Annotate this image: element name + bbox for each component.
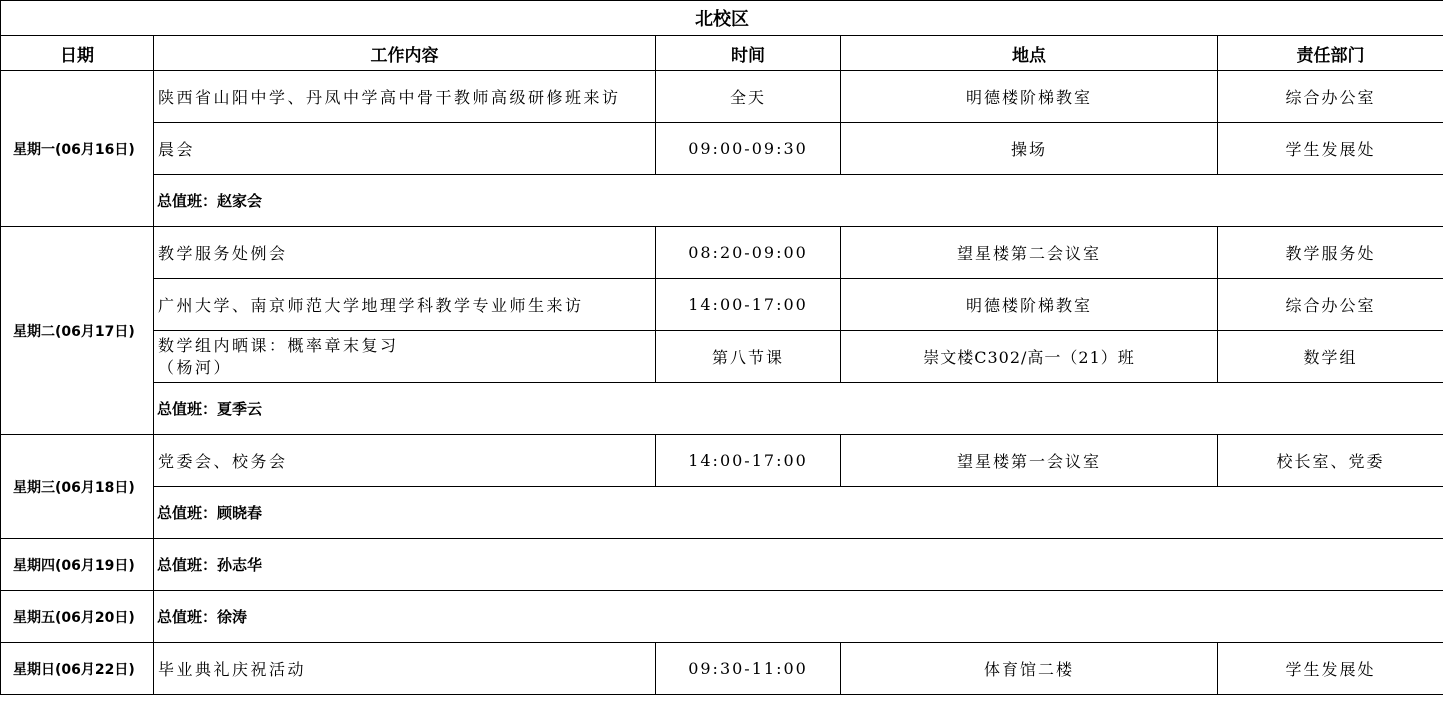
title-row [1, 1, 1443, 36]
header-date: 日期 [1, 36, 154, 71]
work-place: 崇文楼C302/高一（21）班 [841, 331, 1218, 383]
duty-name: 孙志华 [217, 556, 263, 574]
work-time: 09:00-09:30 [656, 123, 841, 175]
table-row [1, 331, 1443, 383]
day-label: 星期一(06月16日) [1, 71, 154, 227]
duty-name: 赵家会 [217, 192, 263, 210]
campus-title: 北校区 [1, 1, 1443, 36]
duty-row [1, 487, 1443, 539]
day-label: 星期五(06月20日) [1, 591, 154, 643]
work-content: 晨会 [154, 123, 656, 175]
work-content: 陕西省山阳中学、丹凤中学高中骨干教师高级研修班来访 [154, 71, 656, 123]
day-label: 星期三(06月18日) [1, 435, 154, 539]
duty-prefix: 总值班： [157, 400, 218, 418]
work-content: 教学服务处例会 [154, 227, 656, 279]
work-dept: 学生发展处 [1218, 123, 1443, 175]
duty-officer [154, 175, 1443, 227]
work-place: 体育馆二楼 [841, 643, 1218, 695]
work-content-line: 数学组内晒课：概率章末复习 [158, 335, 399, 355]
duty-officer [154, 383, 1443, 435]
duty-officer [154, 591, 1443, 643]
duty-officer [154, 539, 1443, 591]
header-dept: 责任部门 [1218, 36, 1443, 71]
work-content [154, 331, 656, 383]
work-content: 毕业典礼庆祝活动 [154, 643, 656, 695]
duty-officer [154, 487, 1443, 539]
table-row [1, 279, 1443, 331]
work-place: 操场 [841, 123, 1218, 175]
duty-row [1, 539, 1443, 591]
work-time: 14:00-17:00 [656, 279, 841, 331]
duty-name: 徐涛 [217, 608, 248, 626]
work-time: 09:30-11:00 [656, 643, 841, 695]
header-content: 工作内容 [154, 36, 656, 71]
work-dept: 学生发展处 [1218, 643, 1443, 695]
work-place: 明德楼阶梯教室 [841, 279, 1218, 331]
duty-prefix: 总值班： [157, 192, 218, 210]
duty-row [1, 591, 1443, 643]
duty-name: 顾晓春 [217, 504, 263, 522]
header-time: 时间 [656, 36, 841, 71]
day-label: 星期四(06月19日) [1, 539, 154, 591]
work-content-presenter: （杨河） [158, 357, 233, 377]
header-row [1, 36, 1443, 71]
work-time: 08:20-09:00 [656, 227, 841, 279]
table-row [1, 123, 1443, 175]
work-dept: 教学服务处 [1218, 227, 1443, 279]
duty-row [1, 383, 1443, 435]
table-row [1, 435, 1443, 487]
day-label: 星期二(06月17日) [1, 227, 154, 435]
header-place: 地点 [841, 36, 1218, 71]
work-place: 明德楼阶梯教室 [841, 71, 1218, 123]
day-label: 星期日(06月22日) [1, 643, 154, 695]
duty-prefix: 总值班： [157, 556, 218, 574]
duty-prefix: 总值班： [157, 608, 218, 626]
work-dept: 综合办公室 [1218, 279, 1443, 331]
work-content: 党委会、校务会 [154, 435, 656, 487]
work-content: 广州大学、南京师范大学地理学科教学专业师生来访 [154, 279, 656, 331]
table-row [1, 643, 1443, 695]
table-row [1, 227, 1443, 279]
duty-row [1, 175, 1443, 227]
work-dept: 综合办公室 [1218, 71, 1443, 123]
work-dept: 校长室、党委 [1218, 435, 1443, 487]
work-time: 全天 [656, 71, 841, 123]
duty-name: 夏季云 [217, 400, 263, 418]
duty-prefix: 总值班： [157, 504, 218, 522]
work-time: 第八节课 [656, 331, 841, 383]
table-row [1, 71, 1443, 123]
work-time: 14:00-17:00 [656, 435, 841, 487]
work-place: 望星楼第二会议室 [841, 227, 1218, 279]
work-dept: 数学组 [1218, 331, 1443, 383]
work-place: 望星楼第一会议室 [841, 435, 1218, 487]
